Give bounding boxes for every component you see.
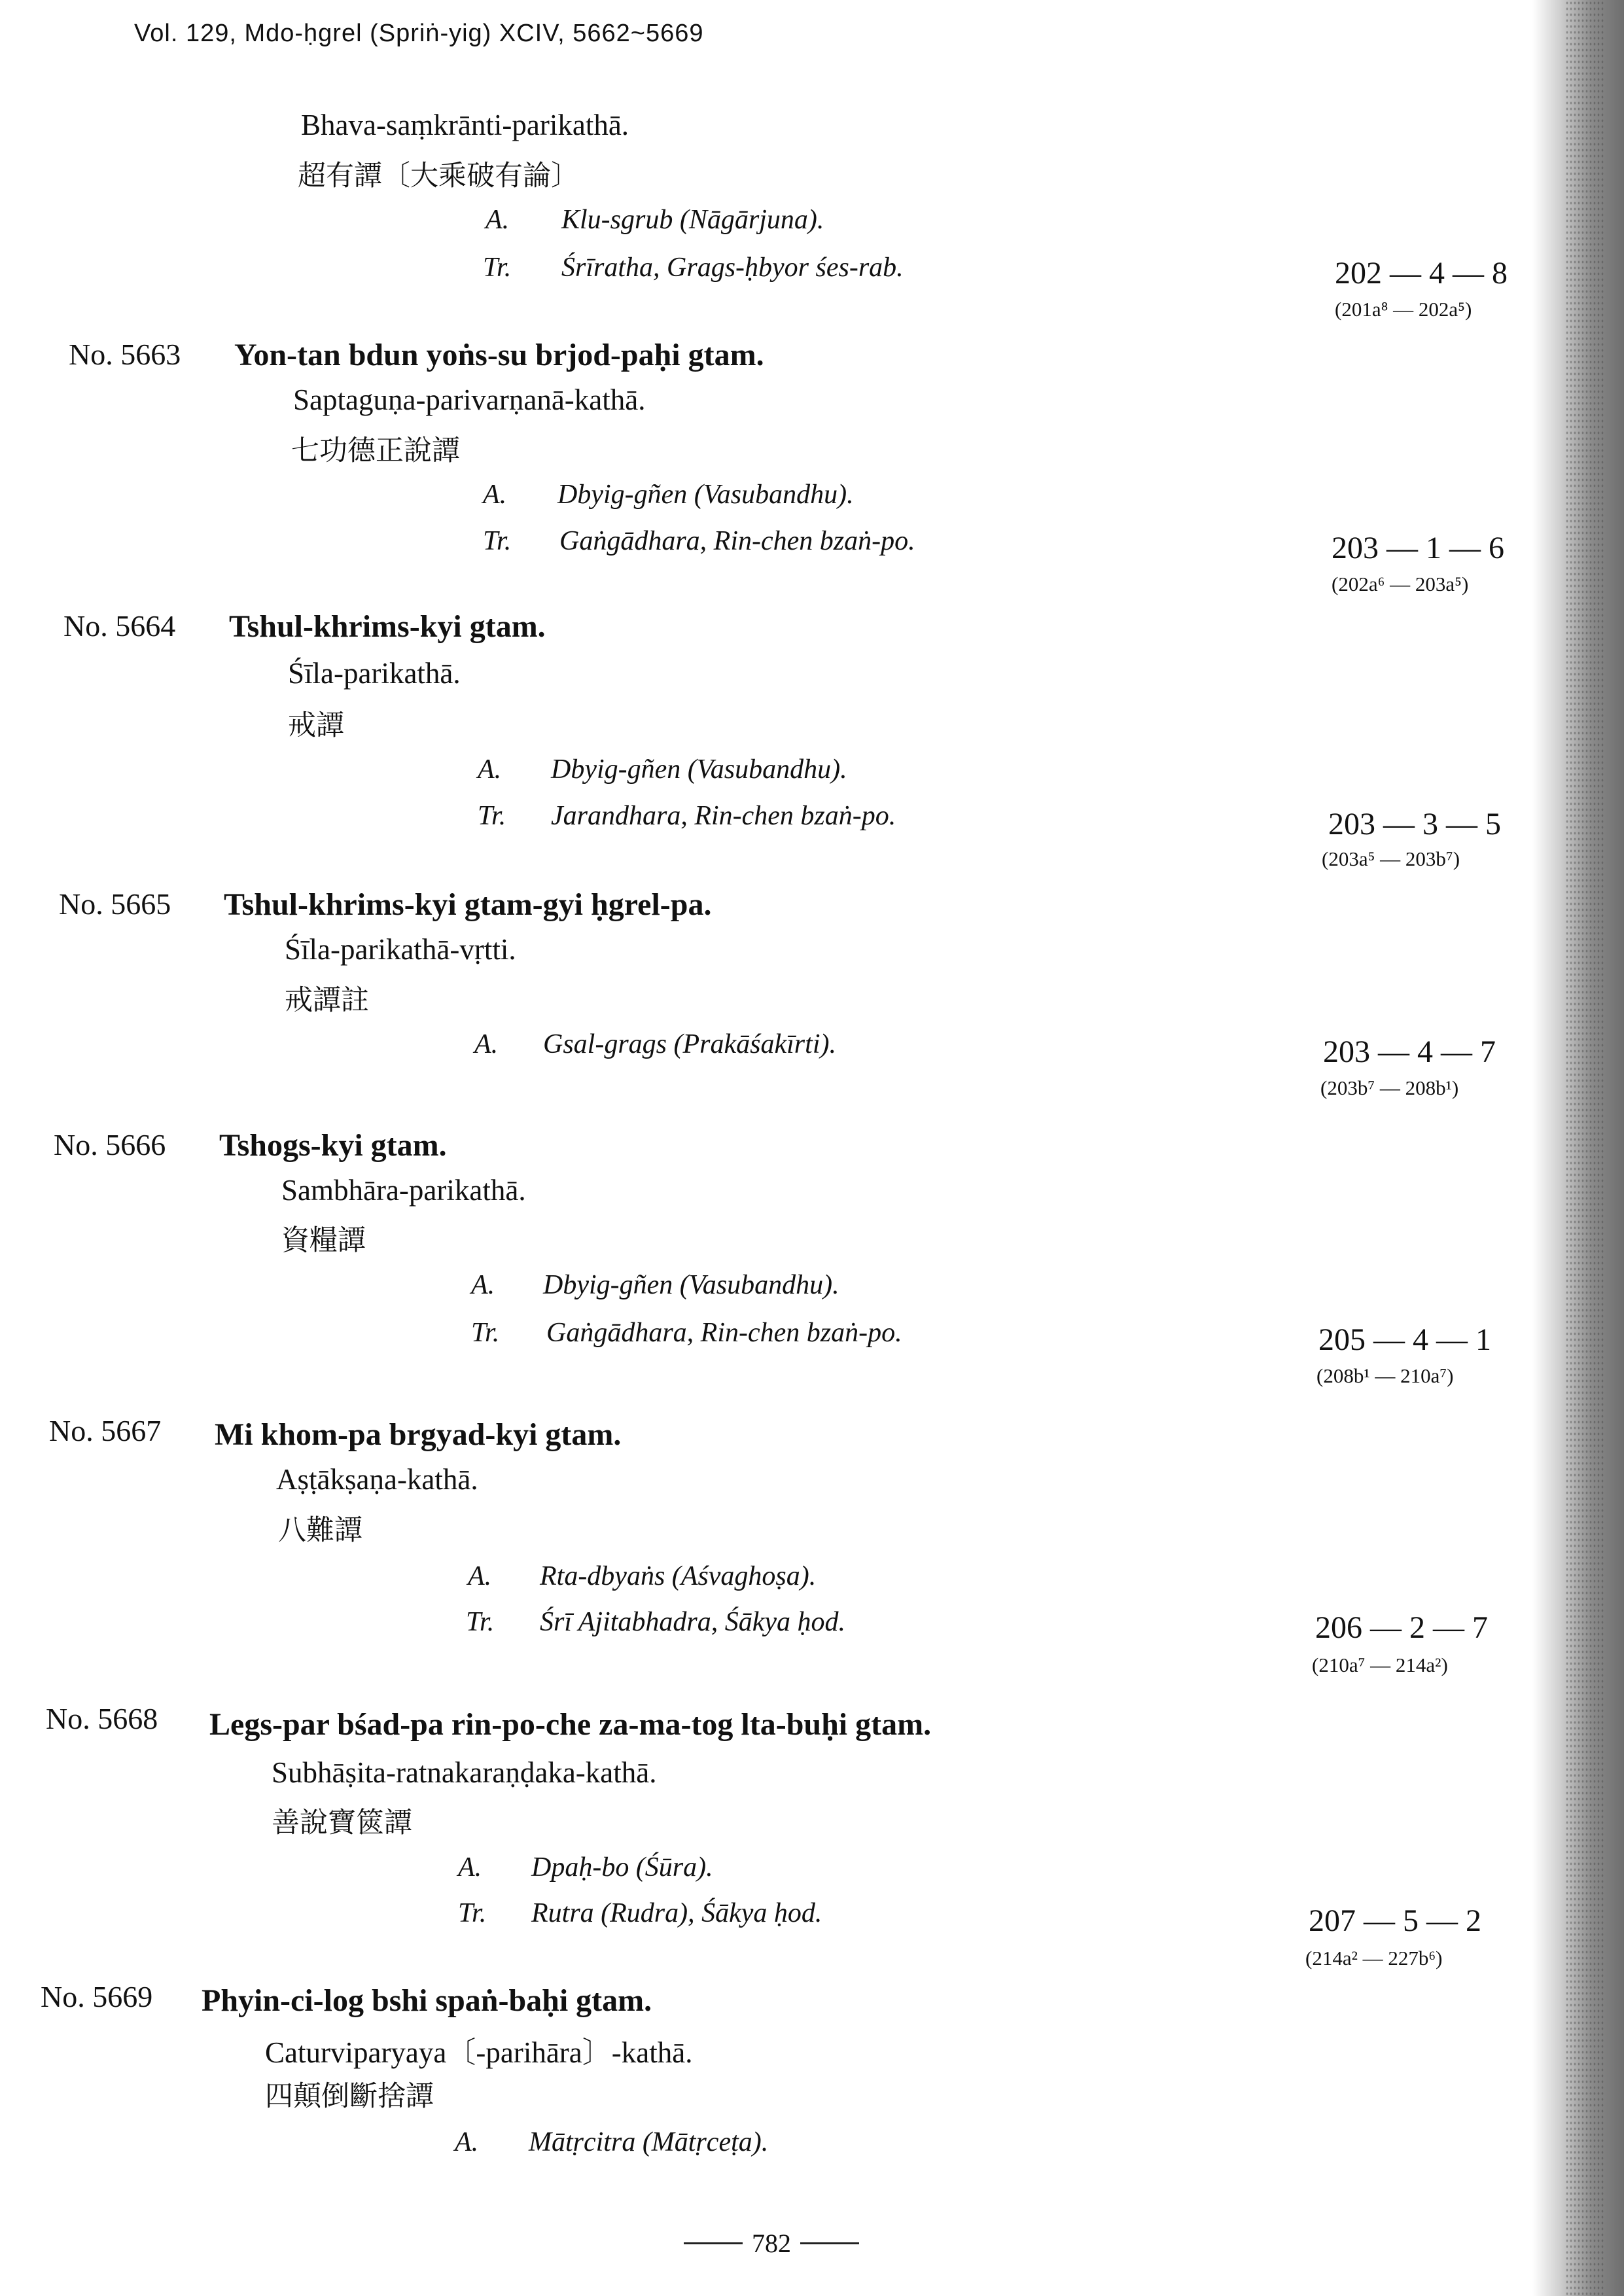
translator-name: Śrīratha, Grags-ḥbyor śes-rab. — [561, 253, 904, 283]
page-footer — [684, 2228, 859, 2259]
volume-ref: 203 — 1 — 6 — [1332, 531, 1504, 565]
sanskrit-title: Saptaguṇa-parivarṇanā-kathā. — [293, 383, 646, 416]
footer-rule-left — [684, 2242, 743, 2244]
chinese-title: 八難譚 — [278, 1514, 362, 1547]
author-label: A. — [474, 1029, 499, 1059]
entry-title: Mi khom-pa brgyad-kyi gtam. — [215, 1417, 622, 1452]
entry-title: Tshul-khrims-kyi gtam-gyi ḥgrel-pa. — [224, 887, 712, 922]
chinese-title: 戒譚 — [288, 709, 344, 742]
volume-ref: 202 — 4 — 8 — [1335, 256, 1508, 291]
page-edge-speckle — [1565, 0, 1604, 2296]
author-name: Gsal-grags (Prakāśakīrti). — [543, 1029, 836, 1059]
author-name: Klu-sgrub (Nāgārjuna). — [561, 205, 824, 235]
translator-name: Jarandhara, Rin-chen bzaṅ-po. — [551, 801, 896, 831]
folio-range: (203b⁷ — 208b¹) — [1320, 1076, 1459, 1099]
folio-range: (214a² — 227b⁶) — [1305, 1947, 1443, 1969]
entry-number: No. 5667 — [49, 1414, 162, 1447]
author-name: Rta-dbyaṅs (Aśvaghoṣa). — [540, 1561, 817, 1591]
translator-label: Tr. — [471, 1318, 500, 1348]
intro-sanskrit-title: Bhava-saṃkrānti-parikathā. — [301, 109, 629, 141]
chinese-title: 戒譚註 — [285, 984, 369, 1017]
footer-rule-right — [800, 2242, 859, 2244]
author-name: Dpaḥ-bo (Śūra). — [531, 1852, 713, 1882]
author-label: A. — [485, 205, 510, 235]
chinese-title: 四顛倒斷捨譚 — [265, 2080, 434, 2113]
folio-range: (210a⁷ — 214a²) — [1312, 1653, 1448, 1676]
sanskrit-title: Aṣṭākṣaṇa-kathā. — [276, 1463, 478, 1496]
author-name: Mātṛcitra (Mātṛceṭa). — [529, 2127, 769, 2157]
folio-range: (201a⁸ — 202a⁵) — [1335, 298, 1472, 321]
entry-number: No. 5664 — [63, 609, 176, 643]
author-label: A. — [455, 2127, 479, 2157]
chinese-title: 善說寶篋譚 — [272, 1807, 412, 1839]
author-name: Dbyig-gñen (Vasubandhu). — [557, 480, 854, 510]
entry-title: Phyin-ci-log bshi spaṅ-baḥi gtam. — [202, 1983, 652, 2018]
sanskrit-title: Subhāṣita-ratnakaraṇḍaka-kathā. — [272, 1756, 657, 1789]
entry-number: No. 5666 — [54, 1128, 166, 1161]
translator-label: Tr. — [478, 801, 506, 831]
sanskrit-title: Śīla-parikathā. — [288, 657, 461, 690]
translator-name: Śrī Ajitabhadra, Śākya ḥod. — [540, 1607, 846, 1637]
running-header: Vol. 129, Mdo-ḥgrel (Spriṅ-yig) XCIV, 5662~5669 — [134, 20, 704, 47]
volume-ref: 205 — 4 — 1 — [1318, 1322, 1491, 1357]
folio-range: (202a⁶ — 203a⁵) — [1332, 573, 1469, 595]
page-number: 782 — [752, 2229, 791, 2258]
translator-label: Tr. — [458, 1898, 487, 1928]
translator-name: Rutra (Rudra), Śākya ḥod. — [531, 1898, 822, 1928]
entry-title: Legs-par bśad-pa rin-po-che za-ma-tog lta-buḥi gtam. — [209, 1707, 932, 1742]
translator-label: Tr. — [483, 253, 512, 283]
entry-number: No. 5665 — [59, 887, 171, 921]
intro-chinese-title: 超有譚〔大乘破有論〕 — [298, 160, 579, 192]
author-label: A. — [458, 1852, 482, 1882]
translator-label: Tr. — [466, 1607, 495, 1637]
entry-number: No. 5669 — [41, 1980, 153, 2013]
author-label: A. — [483, 480, 507, 510]
author-label: A. — [478, 754, 502, 785]
volume-ref: 203 — 4 — 7 — [1323, 1034, 1496, 1069]
entry-number: No. 5663 — [69, 338, 181, 371]
author-label: A. — [468, 1561, 492, 1591]
author-name: Dbyig-gñen (Vasubandhu). — [543, 1270, 839, 1300]
author-name: Dbyig-gñen (Vasubandhu). — [551, 754, 847, 785]
translator-label: Tr. — [483, 526, 512, 556]
entry-title: Tshul-khrims-kyi gtam. — [229, 609, 546, 644]
entry-title: Tshogs-kyi gtam. — [219, 1128, 447, 1163]
entry-number: No. 5668 — [46, 1702, 158, 1735]
volume-ref: 207 — 5 — 2 — [1309, 1903, 1481, 1938]
translator-name: Gaṅgādhara, Rin-chen bzaṅ-po. — [546, 1318, 902, 1348]
volume-ref: 203 — 3 — 5 — [1328, 807, 1501, 841]
sanskrit-title: Caturviparyaya〔-parihāra〕-kathā. — [265, 2036, 693, 2069]
author-label: A. — [471, 1270, 495, 1300]
chinese-title: 七功德正說譚 — [291, 434, 460, 467]
entry-title: Yon-tan bdun yoṅs-su brjod-paḥi gtam. — [234, 338, 764, 372]
translator-name: Gaṅgādhara, Rin-chen bzaṅ-po. — [559, 526, 915, 556]
folio-range: (203a⁵ — 203b⁷) — [1322, 847, 1460, 870]
sanskrit-title: Sambhāra-parikathā. — [281, 1174, 526, 1207]
volume-ref: 206 — 2 — 7 — [1315, 1610, 1488, 1645]
chinese-title: 資糧譚 — [281, 1224, 366, 1257]
sanskrit-title: Śīla-parikathā-vṛtti. — [285, 933, 516, 966]
folio-range: (208b¹ — 210a⁷) — [1316, 1364, 1454, 1387]
